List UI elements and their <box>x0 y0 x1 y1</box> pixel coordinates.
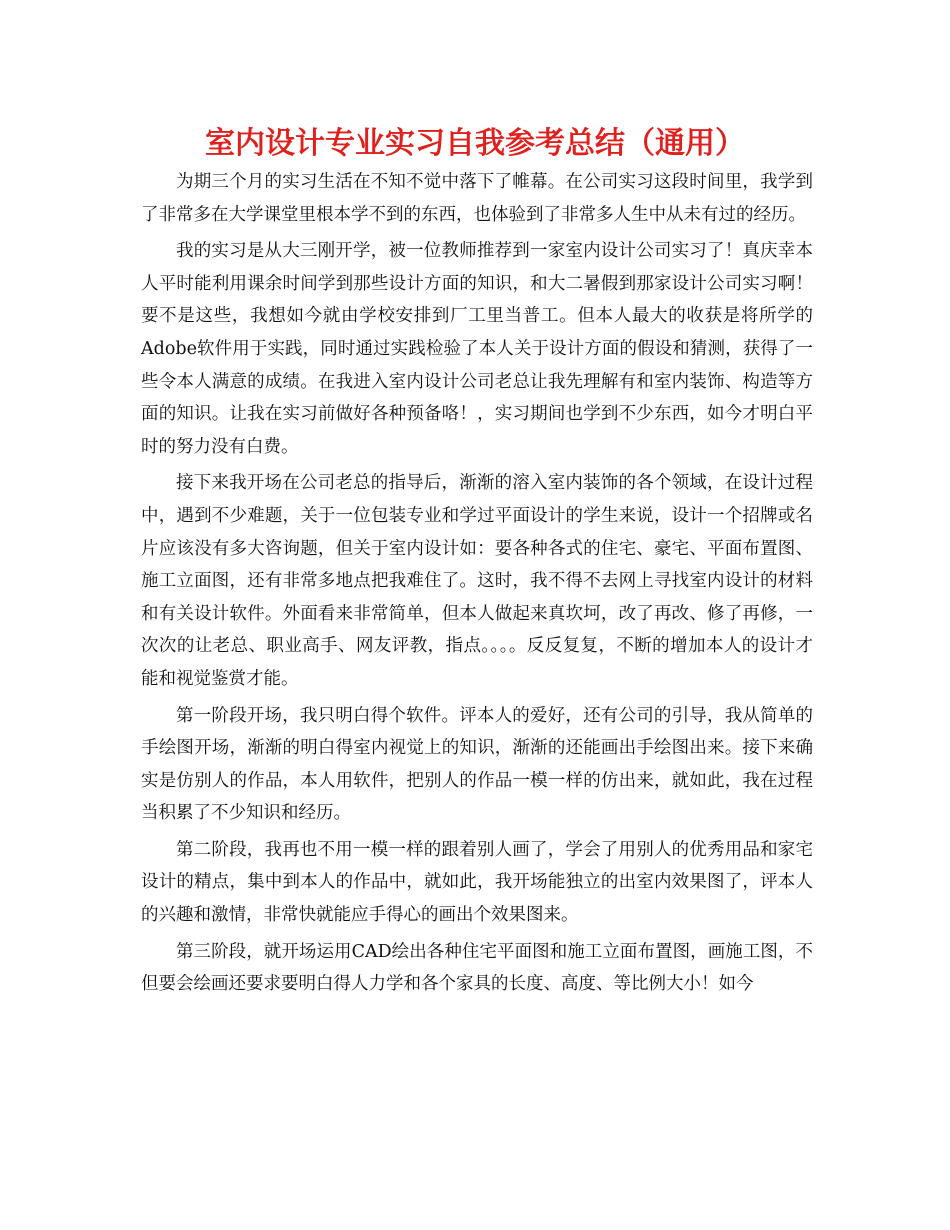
document-body <box>141 166 813 1005</box>
paragraph: 第二阶段，我再也不用一模一样的跟着别人画了，学会了用别人的优秀用品和家宅设计的精点，集中到本人的作品中，就如此，我开场能独立的出室内效果图了，评本人的兴趣和激情，非常快就能应手得心的画出个效果图来。 <box>141 839 813 926</box>
paragraph: 第三阶段，就开场运用CAD绘出各种住宅平面图和施工立面布置图，画施工图，不但要会绘画还要求要明白得人力学和各个家具的长度、高度、等比例大小！如今 <box>141 941 813 995</box>
paragraph: 接下来我开场在公司老总的指导后，渐渐的溶入室内装饰的各个领域，在设计过程中，遇到不少难题，关于一位包装专业和学过平面设计的学生来说，设计一个招牌或名片应该没有多大咨询题，但关于室内设计如：要各种各式的住宅、豪宅、平面布置图、施工立面图，还有非常多地点把我难住了。这时，我不得不去网上寻找室内设计的材料和有关设计软件。外面看来非常简单，但本人做起来真坎坷，改了再改、修了再修，一次次的让老总、职业高手、网友评教，指点。。。。反反复复，不断的增加本人的设计才能和视觉鉴赏才能。 <box>141 473 813 689</box>
document-title: 室内设计专业实习自我参考总结（通用） <box>205 126 745 161</box>
paragraph: 我的实习是从大三刚开学，被一位教师推荐到一家室内设计公司实习了！真庆幸本人平时能利用课余时间学到那些设计方面的知识，和大二暑假到那家设计公司实习啊！要不是这些，我想如今就由学校安排到厂工里当普工。但本人最大的收获是将所学的Adobe软件用于实践，同时通过实践检验了本人关于设计方面的假设和猜测，获得了一些令本人满意的成绩。在我进入室内设计公司老总让我先理解有和室内装饰、构造等方面的知识。让我在实习前做好各种预备咯！，实习期间也学到不少东西，如今才明白平时的努力没有白费。 <box>141 241 813 457</box>
paragraph: 第一阶段开场，我只明白得个软件。评本人的爱好，还有公司的引导，我从简单的手绘图开场，渐渐的明白得室内视觉上的知识，渐渐的还能画出手绘图出来。接下来确实是仿别人的作品，本人用软件，把别人的作品一模一样的仿出来，就如此，我在过程当积累了不少知识和经历。 <box>141 705 813 824</box>
paragraph: 为期三个月的实习生活在不知不觉中落下了帷幕。在公司实习这段时间里，我学到了非常多在大学课堂里根本学不到的东西，也体验到了非常多人生中从未有过的经历。 <box>141 172 813 225</box>
